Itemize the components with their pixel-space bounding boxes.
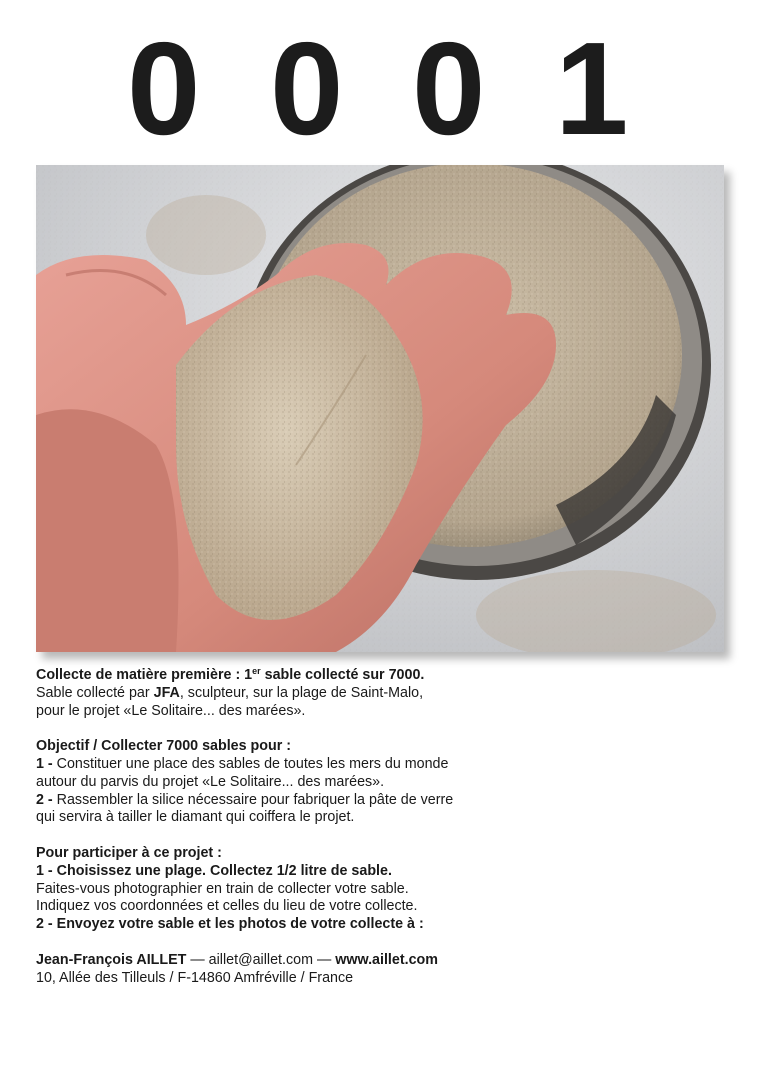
participer-step [36,863,716,881]
contact-line [36,952,716,970]
item-number: 2 - [36,791,53,808]
heading-text: Objectif / Collecter 7000 sables pour : [36,738,292,755]
digit: 0 [127,15,201,162]
objectif-item-cont: autour du parvis du projet «Le Solitaire... des marées». [36,773,385,790]
digit: 1 [555,15,629,162]
intro-line [36,685,716,703]
objectif-item [36,756,716,774]
participer-paragraph [36,845,716,934]
contact-address: 10, Allée des Tilleuls / F-14860 Amfréville / France [36,969,354,986]
separator: — [312,951,336,968]
contact-name: Jean-François AILLET [36,951,187,968]
participer-line: Faites-vous photographier en train de collecter votre sable. [36,880,409,897]
objectif-paragraph [36,738,716,827]
contact-paragraph [36,952,716,988]
sand-photo-illustration [36,165,724,652]
text: , sculpteur, sur la plage de Saint-Malo, [179,684,424,701]
separator: — [186,951,209,968]
objectif-item-cont: qui servira à tailler le diamant qui coiffera le projet. [36,809,355,826]
participer-step [36,916,716,934]
contact-website[interactable]: www.aillet.com [335,951,438,968]
objectif-heading [36,738,716,756]
intro-title [36,667,716,685]
edition-number [0,15,760,162]
intro-title-part: sable collecté sur 7000. [260,667,425,683]
digit: 0 [270,15,344,162]
item-number: 1 - [36,755,53,772]
participer-heading [36,845,716,863]
artist-initials: JFA [153,684,180,701]
step-text: 2 - Envoyez votre sable et les photos de votre collecte à : [36,916,424,933]
description-text [36,667,716,1005]
participer-line: Indiquez vos coordonnées et celles du lieu de votre collecte. [36,898,418,915]
text: Rassembler la silice nécessaire pour fabriquer la pâte de verre [52,791,454,808]
text: Sable collecté par [36,684,154,701]
intro-title-part: Collecte de matière première : 1 [36,667,253,683]
objectif-item [36,792,716,810]
digit: 0 [412,15,486,162]
step-text: 1 - Choisissez une plage. Collectez 1/2 litre de sable. [36,862,392,879]
text: Constituer une place des sables de toutes les mers du monde [52,755,449,772]
intro-paragraph [36,667,716,720]
ordinal-sup: er [252,666,261,676]
heading-text: Pour participer à ce projet : [36,844,222,861]
sand-photo [36,165,724,652]
intro-line: pour le projet «Le Solitaire... des marées». [36,702,306,719]
contact-email[interactable]: aillet@aillet.com [208,951,313,968]
